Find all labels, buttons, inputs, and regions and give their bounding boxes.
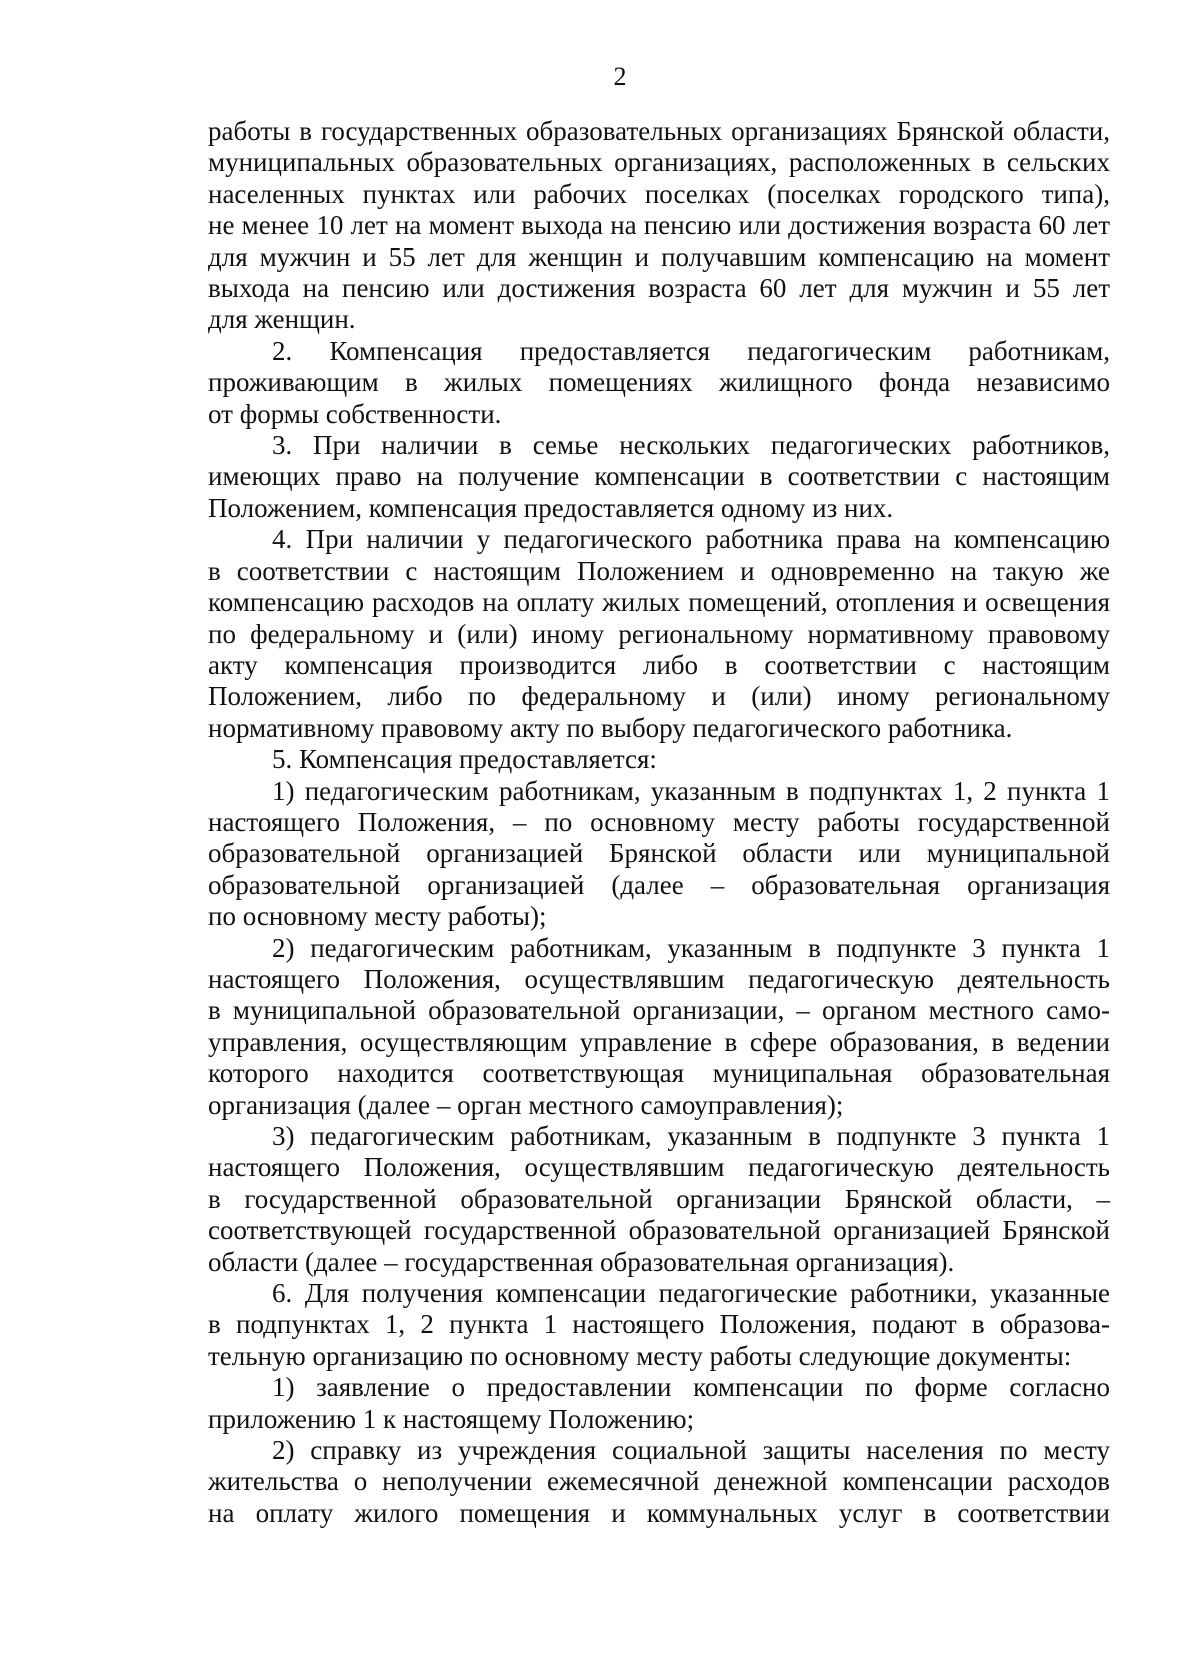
paragraph-4-line-7: нормативному правовому акту по выбору педагогического работника. [208, 712, 1013, 743]
paragraph-5-line-1: 5. Компенсация предоставляется: [272, 744, 657, 775]
paragraph-1-line-5: для мужчин и 55 лет для женщин и получавшим компенсацию на момент [208, 241, 1110, 272]
document-body [208, 116, 1110, 1529]
paragraph-4-line-1: 4. При наличии у педагогического работника права на компенсацию [272, 524, 1110, 555]
paragraph-11-line-2: жительства о неполучении ежемесячной денежной компенсации расходов [208, 1466, 1110, 1497]
paragraph-3-line-2: имеющих право на получение компенсации в соответствии с настоящим [208, 461, 1110, 492]
paragraph-11-line-1: 2) справку из учреждения социальной защиты населения по месту [272, 1435, 1110, 1466]
paragraph-10-line-2: приложению 1 к настоящему Положению; [208, 1403, 695, 1434]
paragraph-2-line-2: проживающим в жилых помещениях жилищного фонда независимо [208, 367, 1110, 398]
paragraph-1-line-1: работы в государственных образовательных организациях Брянской области, [208, 116, 1110, 146]
paragraph-6-line-5: по основному месту работы); [208, 901, 547, 932]
paragraph-1-line-6: выхода на пенсию или достижения возраста 60 лет для мужчин и 55 лет [208, 273, 1110, 304]
paragraph-2-line-3: от формы собственности. [208, 398, 502, 429]
paragraph-8-line-2: настоящего Положения, осуществлявшим педагогическую деятельность [208, 1152, 1110, 1183]
paragraph-8-line-4: соответствующей государственной образовательной организацией Брянской [208, 1215, 1110, 1246]
paragraph-6-line-2: настоящего Положения, – по основному месту работы государственной [208, 806, 1110, 837]
paragraph-7-line-5: которого находится соответствующая муниципальная образовательная [208, 1058, 1110, 1089]
paragraph-8-line-3: в государственной образовательной организации Брянской области, – [208, 1183, 1110, 1214]
paragraph-7-line-2: настоящего Положения, осуществлявшим педагогическую деятельность [208, 963, 1110, 994]
paragraph-2-line-1: 2. Компенсация предоставляется педагогическим работникам, [272, 335, 1110, 366]
paragraph-7-line-4: управления, осуществляющим управление в сфере образования, в ведении [208, 1026, 1110, 1057]
paragraph-10-line-1: 1) заявление о предоставлении компенсации по форме согласно [272, 1372, 1110, 1403]
paragraph-8-line-5: области (далее – государственная образовательная организация). [208, 1246, 955, 1277]
paragraph-4-line-2: в соответствии с настоящим Положением и одновременно на такую же [208, 555, 1110, 586]
paragraph-9-line-3: тельную организацию по основному месту работы следующие документы: [208, 1340, 1072, 1371]
paragraph-3-line-3: Положением, компенсация предоставляется одному из них. [208, 492, 894, 523]
paragraph-9-line-2: в подпунктах 1, 2 пункта 1 настоящего Положения, подают в образова- [208, 1309, 1110, 1340]
paragraph-1-line-3: населенных пунктах или рабочих поселках (поселках городского типа), [208, 178, 1110, 209]
paragraph-7-line-1: 2) педагогическим работникам, указанным в подпункте 3 пункта 1 [272, 932, 1110, 963]
paragraph-4-line-5: акту компенсация производится либо в соответствии с настоящим [208, 649, 1110, 680]
paragraph-3-line-1: 3. При наличии в семье нескольких педагогических работников, [272, 430, 1110, 461]
paragraph-9-line-1: 6. Для получения компенсации педагогические работники, указанные [272, 1278, 1110, 1309]
paragraph-4-line-3: компенсацию расходов на оплату жилых помещений, отопления и освещения [208, 587, 1110, 618]
paragraph-4-line-6: Положением, либо по федеральному и (или) иному региональному [208, 681, 1110, 712]
paragraph-11-line-3: на оплату жилого помещения и коммунальных услуг в соответствии [208, 1497, 1110, 1528]
paragraph-6-line-4: образовательной организацией (далее – образовательная организация [208, 869, 1110, 900]
paragraph-6-line-3: образовательной организацией Брянской области или муниципальной [208, 838, 1110, 869]
page-number: 2 [613, 62, 627, 91]
paragraph-7-line-3: в муниципальной образовательной организации, – органом местного само- [208, 995, 1110, 1026]
paragraph-6-line-1: 1) педагогическим работникам, указанным в подпунктах 1, 2 пункта 1 [272, 775, 1110, 806]
paragraph-1-line-2: муниципальных образовательных организациях, расположенных в сельских [208, 147, 1110, 178]
paragraph-1-line-4: не менее 10 лет на момент выхода на пенсию или достижения возраста 60 лет [208, 210, 1110, 241]
paragraph-1-line-7: для женщин. [208, 304, 356, 335]
paragraph-8-line-1: 3) педагогическим работникам, указанным в подпункте 3 пункта 1 [272, 1121, 1110, 1151]
paragraph-4-line-4: по федеральному и (или) иному региональному нормативному правовому [208, 618, 1110, 649]
paragraph-7-line-6: организация (далее – орган местного самоуправления); [208, 1089, 844, 1120]
